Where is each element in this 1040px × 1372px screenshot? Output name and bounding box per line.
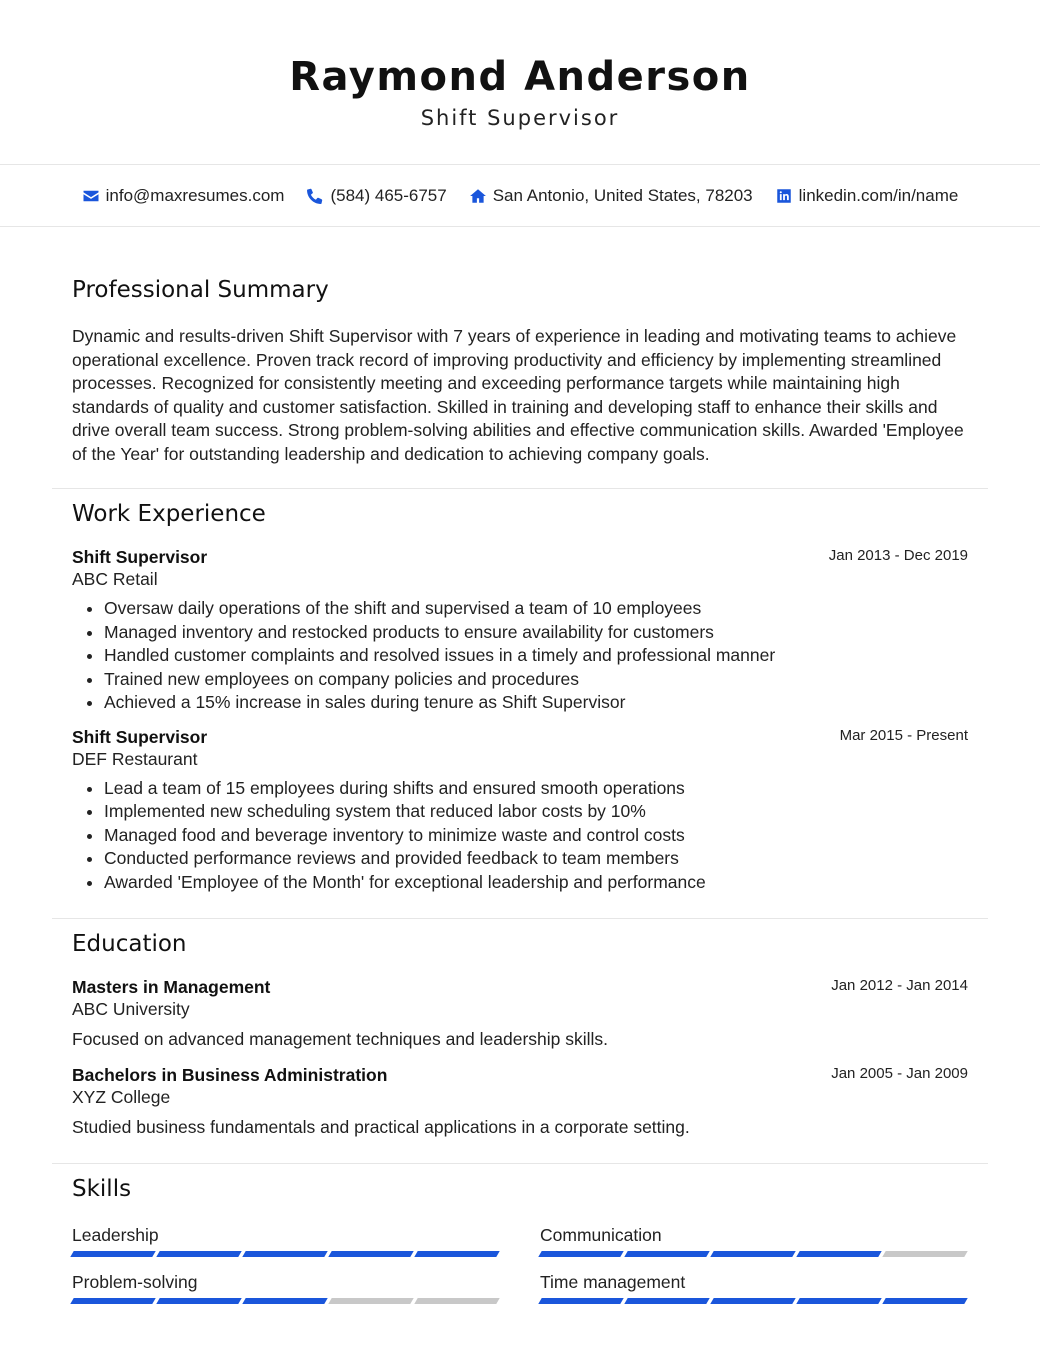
degree-name: Masters in Management <box>72 977 271 997</box>
job-dates: Mar 2015 - Present <box>839 726 968 744</box>
job-entry <box>72 547 968 715</box>
skill-segment-filled <box>328 1251 413 1257</box>
contact-linkedin[interactable] <box>775 186 959 206</box>
skill-segment-filled <box>242 1251 327 1257</box>
job-entry <box>72 727 968 895</box>
skill-item <box>72 1224 500 1257</box>
location-text: San Antonio, United States, 78203 <box>492 185 753 205</box>
email-text: info@maxresumes.com <box>105 185 285 205</box>
skill-segment-filled <box>538 1251 623 1257</box>
skill-segment-filled <box>624 1298 709 1304</box>
summary-heading: Professional Summary <box>72 277 329 303</box>
job-bullet: • Oversaw daily operations of the shift and supervised a team of 10 employees <box>104 597 968 621</box>
skill-item <box>72 1271 500 1304</box>
skill-segment-filled <box>242 1298 327 1304</box>
skill-segment-filled <box>882 1298 967 1304</box>
education-header <box>72 977 968 998</box>
phone-icon <box>306 187 324 205</box>
job-bullet: • Implemented new scheduling system that reduced labor costs by 10% <box>104 800 968 824</box>
skill-segment-filled <box>70 1251 155 1257</box>
job-role: Shift Supervisor <box>72 547 208 567</box>
job-bullet: • Managed inventory and restocked products to ensure availability for customers <box>104 621 968 645</box>
skill-segment-empty <box>414 1298 499 1304</box>
skill-level-bar <box>540 1298 968 1304</box>
skill-segment-filled <box>538 1298 623 1304</box>
education-dates: Jan 2005 - Jan 2009 <box>831 1065 968 1082</box>
education-dates: Jan 2012 - Jan 2014 <box>831 977 968 994</box>
contact-email[interactable] <box>82 186 285 206</box>
job-role: Shift Supervisor <box>72 726 208 747</box>
contact-phone[interactable] <box>306 186 446 206</box>
skill-item <box>540 1224 968 1257</box>
experience-heading: Work Experience <box>72 501 266 527</box>
envelope-icon <box>82 187 100 205</box>
education-entry <box>72 977 968 1051</box>
candidate-name: Raymond Anderson <box>289 54 751 100</box>
skill-segment-filled <box>156 1298 241 1304</box>
summary-section <box>52 227 988 489</box>
skill-segment-filled <box>156 1251 241 1257</box>
skill-segment-filled <box>796 1298 881 1304</box>
job-bullets <box>72 777 968 895</box>
job-bullet: • Conducted performance reviews and provided feedback to team members <box>104 847 968 871</box>
job-bullet: • Trained new employees on company policies and procedures <box>104 668 968 692</box>
education-header <box>72 1065 968 1086</box>
job-dates: Jan 2013 - Dec 2019 <box>828 547 968 564</box>
job-bullet: • Lead a team of 15 employees during shifts and ensured smooth operations <box>104 777 968 801</box>
candidate-title: Shift Supervisor <box>420 106 620 130</box>
skills-heading: Skills <box>72 1176 132 1202</box>
education-section <box>52 919 988 1164</box>
linkedin-icon <box>775 187 793 205</box>
skill-name: Communication <box>540 1225 662 1245</box>
education-description: Studied business fundamentals and practical applications in a corporate setting. <box>72 1117 690 1137</box>
resume-header <box>0 0 1040 164</box>
job-header <box>72 727 968 748</box>
degree-name: Bachelors in Business Administration <box>72 1065 388 1085</box>
skill-segment-filled <box>414 1251 499 1257</box>
home-icon <box>469 187 487 205</box>
job-bullet: • Handled customer complaints and resolved issues in a timely and professional manner <box>104 644 968 668</box>
skill-name: Time management <box>540 1272 686 1292</box>
education-entry <box>72 1065 968 1139</box>
job-bullets <box>72 597 968 715</box>
experience-section <box>52 489 988 919</box>
skills-grid <box>72 1224 968 1304</box>
skill-level-bar <box>72 1251 500 1257</box>
job-company: DEF Restaurant <box>72 748 198 769</box>
skill-level-bar <box>540 1251 968 1257</box>
skill-segment-filled <box>710 1298 795 1304</box>
school-name: XYZ College <box>72 1087 171 1107</box>
skill-segment-empty <box>328 1298 413 1304</box>
phone-text: (584) 465-6757 <box>330 185 447 205</box>
job-company: ABC Retail <box>72 569 158 589</box>
contact-bar <box>0 164 1040 227</box>
skill-segment-filled <box>796 1251 881 1257</box>
skills-section <box>52 1164 988 1304</box>
skill-segment-filled <box>70 1298 155 1304</box>
education-description: Focused on advanced management techniques and leadership skills. <box>72 1029 609 1049</box>
job-header <box>72 547 968 568</box>
job-bullet: • Managed food and beverage inventory to minimize waste and control costs <box>104 824 968 848</box>
job-bullet: • Achieved a 15% increase in sales during tenure as Shift Supervisor <box>104 691 968 715</box>
skill-segment-filled <box>624 1251 709 1257</box>
skill-name: Problem-solving <box>72 1272 198 1292</box>
skill-name: Leadership <box>72 1225 159 1245</box>
education-heading: Education <box>72 931 187 957</box>
skill-item <box>540 1271 968 1304</box>
summary-text: Dynamic and results-driven Shift Supervisor with 7 years of experience in leading and motivating teams to achieve operational excellence. Proven track record of improving productivity and efficiency by implementing streamlined processes. Recognized for consistently meeting and exceeding performance targets while maintaining high standards of quality and customer satisfaction. Skilled in training and developing staff to enhance their skills and drive overall team success. Strong problem-solving abilities and effective communication skills. Awarded 'Employee of the Year' for outstanding leadership and dedication to achieving company goals. <box>72 326 964 464</box>
school-name: ABC University <box>72 999 190 1019</box>
skill-segment-filled <box>710 1251 795 1257</box>
linkedin-text: linkedin.com/in/name <box>798 185 959 205</box>
resume-body <box>0 227 1040 1304</box>
contact-location <box>469 186 753 206</box>
skill-segment-empty <box>882 1251 967 1257</box>
job-bullet: • Awarded 'Employee of the Month' for exceptional leadership and performance <box>104 871 968 895</box>
skill-level-bar <box>72 1298 500 1304</box>
